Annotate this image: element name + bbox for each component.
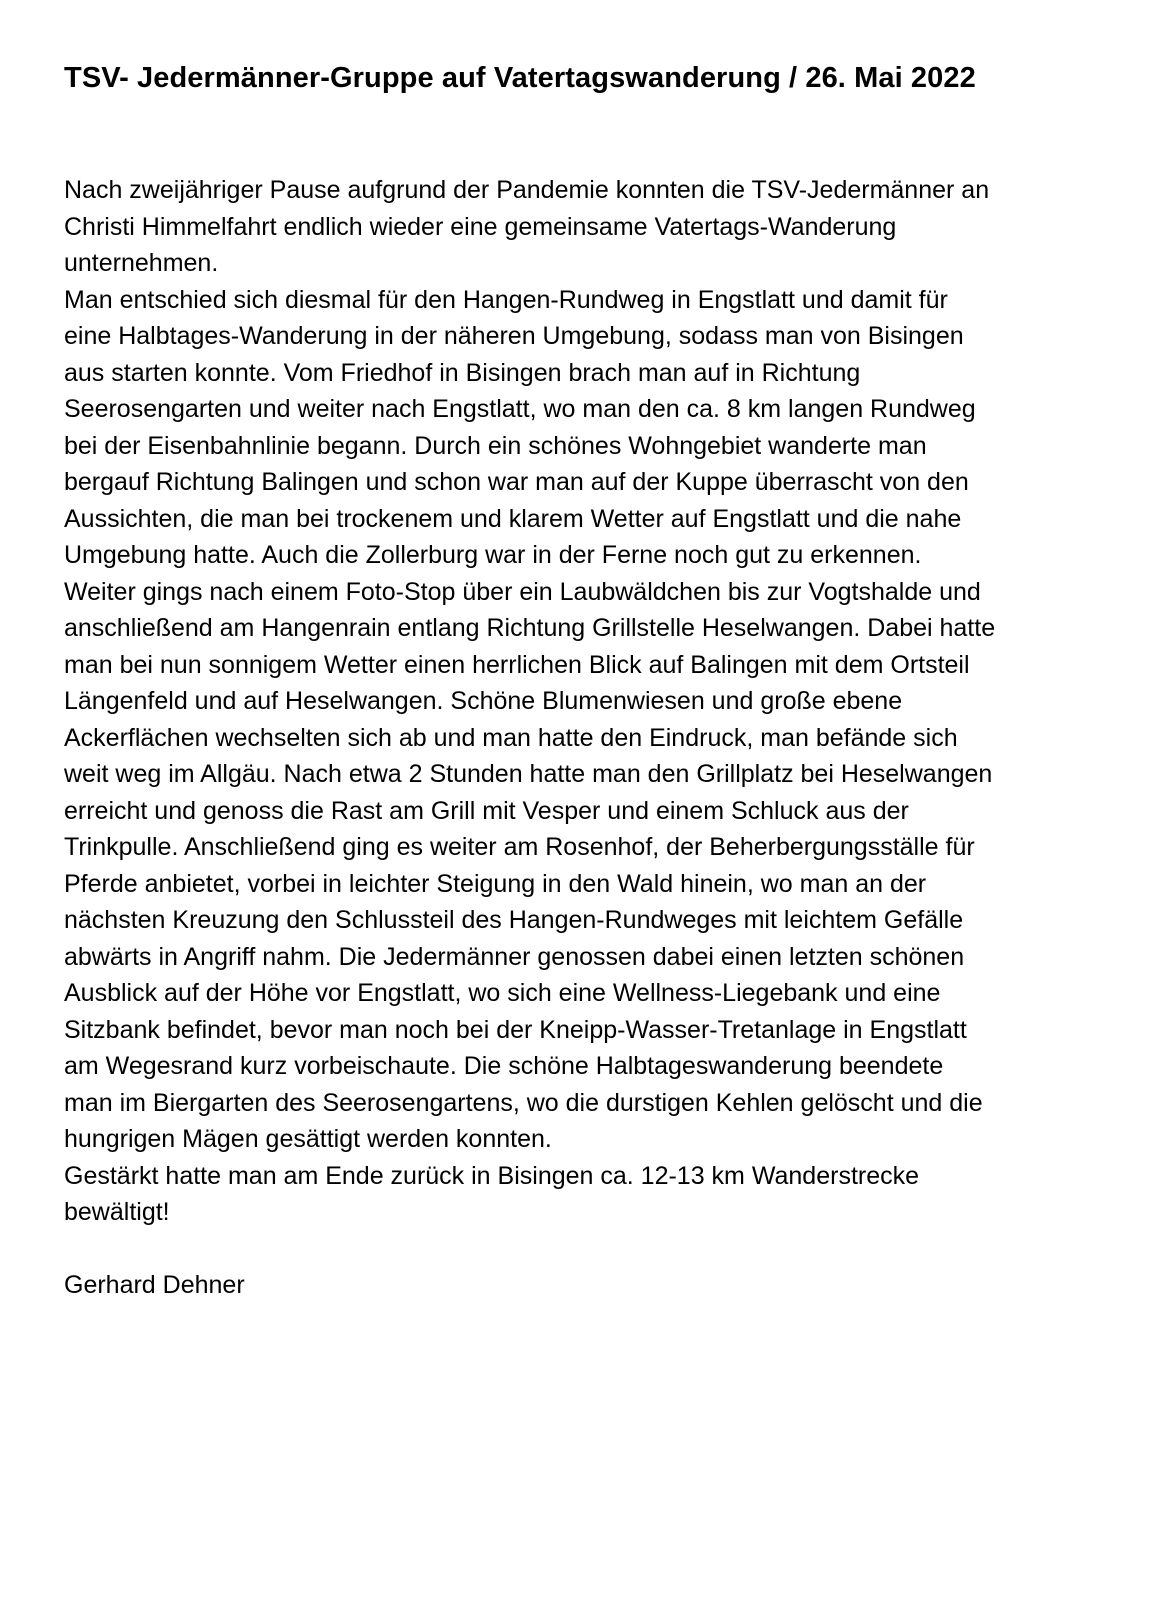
article-body bbox=[64, 172, 1104, 1231]
document-title: TSV- Jedermänner-Gruppe auf Vatertagswanderung / 26. Mai 2022 bbox=[64, 62, 976, 94]
paragraph-conclusion: Gestärkt hatte man am Ende zurück in Bisingen ca. 12-13 km Wanderstrecke bewältigt! bbox=[64, 1161, 920, 1226]
paragraph-intro: Nach zweijähriger Pause aufgrund der Pandemie konnten die TSV-Jedermänner an Christi Himmelfahrt endlich wieder eine gemeinsame Vatertags-Wanderung unternehmen. bbox=[64, 176, 990, 277]
paragraph-main: Man entschied sich diesmal für den Hangen-Rundweg in Engstlatt und damit für eine Halbtages-Wanderung in der näheren Umgebung, sodass man von Bisingen aus starten konnte. Vom Friedhof in Bisingen brach man auf in Richtung Seerosengarten und weiter nach Engstlatt, wo man den ca. 8 km langen Rundweg bei der Eisenbahnlinie begann. Durch ein schönes Wohngebiet wanderte man bergauf Richtung Balingen und schon war man auf der Kuppe überrascht von den Aussichten, die man bei trockenem und klarem Wetter auf Engstlatt und die nahe Umgebung hatte. Auch die Zollerburg war in der Ferne noch gut zu erkennen. Weiter gings nach einem Foto-Stop über ein Laubwäldchen bis zur Vogtshalde und anschließend am Hangenrain entlang Richtung Grillstelle Heselwangen. Dabei hatte man bei nun sonnigem Wetter einen herrlichen Blick auf Balingen mit dem Ortsteil Längenfeld und auf Heselwangen. Schöne Blumenwiesen und große ebene Ackerflächen wechselten sich ab und man hatte den Eindruck, man befände sich weit weg im Allgäu. Nach etwa 2 Stunden hatte man den Grillplatz bei Heselwangen erreicht und genoss die Rast am Grill mit Vesper und einem Schluck aus der Trinkpulle. Anschließend ging es weiter am Rosenhof, der Beherbergungsställe für Pferde anbietet, vorbei in leichter Steigung in den Wald hinein, wo man an der nächsten Kreuzung den Schlussteil des Hangen-Rundweges mit leichtem Gefälle abwärts in Angriff nahm. Die Jedermänner genossen dabei einen letzten schönen Ausblick auf der Höhe vor Engstlatt, wo sich eine Wellness-Liegebank und eine Sitzbank befindet, bevor man noch bei der Kneipp-Wasser-Tretanlage in Engstlatt am Wegesrand kurz vorbeischaute. Die schöne Halbtageswanderung beendete man im Biergarten des Seerosengartens, wo die durstigen Kehlen gelöscht und die hungrigen Mägen gesättigt werden konnten. bbox=[64, 285, 996, 1153]
author-signature: Gerhard Dehner bbox=[64, 1270, 245, 1299]
document-page bbox=[64, 58, 1104, 1303]
